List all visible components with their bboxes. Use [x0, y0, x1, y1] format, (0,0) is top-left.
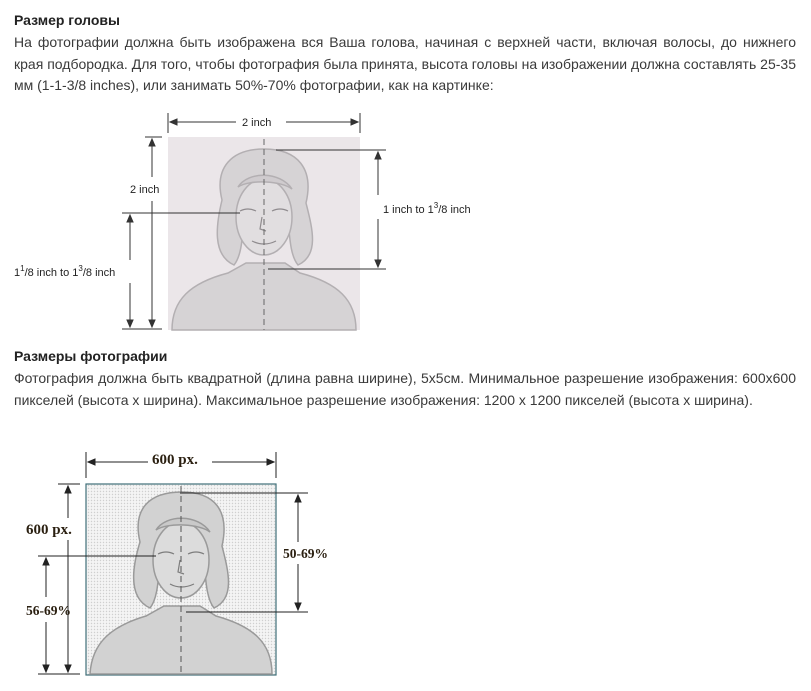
head-height-label: 50-69%: [283, 546, 328, 561]
photo-size-paragraph: Фотография должна быть квадратной (длина равна ширине), 5х5см. Минимальное разрешение изображения: 600х600 пикселей (высота х ширина). Максимальное разрешение изображения: 1200 х 1200 пикселей (высота х ширина).: [14, 370, 796, 408]
height-dimension: [38, 484, 80, 674]
photo-size-diagram: [0, 442, 400, 687]
height-dimension: [122, 137, 162, 329]
head-size-paragraph: На фотографии должна быть изображена вся Ваша голова, начиная с верхней части, включая волосы, до нижнего края подбородка. Для того, чтобы фотография была принята, высота головы на изображении должна составлять 25-35 мм (1-1-3/8 inches), или занимать 50%-70% фотографии, как на картинке:: [14, 34, 796, 93]
width-label: 2 inch: [242, 117, 272, 129]
photo-size-title: Размеры фотографии: [14, 348, 168, 364]
eye-level-label: 56-69%: [26, 603, 71, 618]
head-size-title: Размер головы: [14, 12, 120, 28]
head-size-diagram: [0, 105, 520, 340]
height-label: 600 px.: [26, 522, 72, 538]
width-label: 600 px.: [152, 452, 198, 468]
eye-level-label: $1^1/8$ inch to $1^3/8$ inch: [14, 264, 116, 279]
height-label: 2 inch: [130, 184, 160, 196]
head-height-label: 1 inch to $1^3/8$ inch: [383, 201, 471, 216]
